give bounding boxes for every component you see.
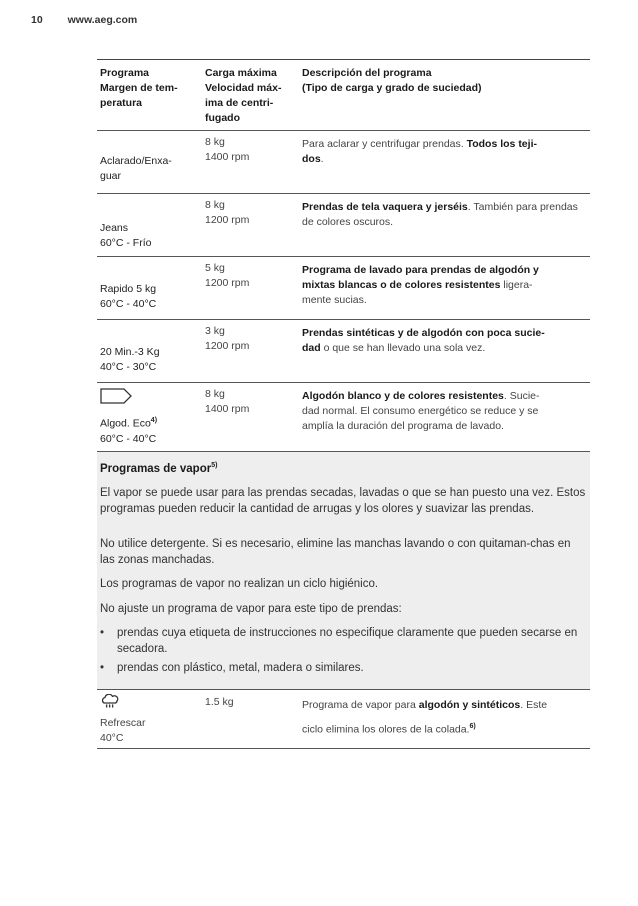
steam-paragraph: Los programas de vapor no realizan un ciclo higiénico. — [100, 578, 379, 591]
temperature-range: 60°C - 40°C — [100, 298, 157, 310]
max-load: 1.5 kg — [205, 695, 234, 708]
steam-title: Programas de vapor$^{5)}$ — [100, 462, 218, 475]
list-item: • prendas cuya etiqueta de instrucciones no especifique claramente que pueden secarse en secadora. — [100, 626, 587, 657]
program-description: Programa de vapor para algodón y sintéticos. Este ciclo elimina los olores de la colada.$^{6)}$ — [302, 698, 548, 736]
header-programa: Programa Margen de tem- peratura — [100, 67, 178, 109]
header-carga: Carga máxima Velocidad máx- ima de centri- fugado — [205, 67, 282, 124]
load-speed — [205, 261, 293, 291]
table-row — [97, 193, 590, 256]
table-row — [97, 689, 590, 749]
max-load: 8 kg — [205, 388, 225, 400]
load-speed — [205, 387, 293, 417]
header-descripcion: Descripción del programa (Tipo de carga y grado de suciedad) — [302, 67, 482, 94]
eco-tag-icon — [100, 388, 132, 409]
temperature-range: 60°C - Frío — [100, 237, 152, 249]
program-name: Algod. Eco$^{4)}$ 60°C - 40°C — [100, 388, 197, 447]
steam-paragraph: No ajuste un programa de vapor para este tipo de prendas: — [100, 602, 402, 615]
table-header-row — [97, 59, 590, 130]
load-speed — [205, 198, 293, 228]
program-description: Prendas de tela vaquera y jerséis. También para prendas de colores oscuros. — [302, 201, 578, 228]
program-description: Programa de lavado para prendas de algodón y mixtas blancas o de colores resistentes ligera- mente sucias. — [302, 264, 539, 306]
spin-speed: 1200 rpm — [205, 214, 250, 226]
steam-cloud-icon — [100, 694, 120, 715]
spin-speed: 1200 rpm — [205, 340, 250, 352]
steam-bullet-list — [100, 626, 587, 677]
table-row — [97, 319, 590, 382]
load-speed — [205, 135, 293, 165]
max-load: 5 kg — [205, 262, 225, 274]
max-load: 3 kg — [205, 325, 225, 337]
temperature-range: 40°C — [100, 731, 124, 744]
table-row — [97, 256, 590, 319]
temperature-range: 40°C - 30°C — [100, 361, 157, 373]
program-table — [97, 59, 590, 749]
page-number: 10 — [31, 14, 43, 26]
program-description: Para aclarar y centrifugar prendas. Todos los teji- dos. — [302, 138, 537, 165]
program-name: 20 Min.-3 Kg 40°C - 30°C — [100, 345, 197, 375]
spin-speed: 1400 rpm — [205, 403, 250, 415]
max-load: 8 kg — [205, 199, 225, 211]
spin-speed: 1400 rpm — [205, 151, 250, 163]
website-link[interactable]: www.aeg.com — [67, 14, 138, 26]
spin-speed: 1200 rpm — [205, 277, 250, 289]
steam-info-block — [97, 451, 590, 689]
list-item: • prendas con plástico, metal, madera o similares. — [100, 661, 587, 677]
page-header — [31, 14, 137, 26]
program-name: Jeans 60°C - Frío — [100, 221, 197, 251]
max-load: 8 kg — [205, 136, 225, 148]
program-description: Algodón blanco y de colores resistentes. Sucie- dad normal. El consumo energético se reduce y se amplía la duración del programa de lavado. — [302, 390, 540, 432]
steam-paragraph: El vapor se puede usar para las prendas secadas, lavadas o que se han puesto una vez. Estos programas pueden reducir la cantidad de arrugas y los olores y suavizar las prendas. — [100, 487, 586, 515]
table-row — [97, 382, 590, 451]
table-row — [97, 130, 590, 193]
program-name: Aclarado/Enxa- guar — [100, 155, 172, 182]
program-name: Refrescar 40°C — [100, 694, 197, 746]
load-speed — [205, 324, 293, 354]
program-description: Prendas sintéticas y de algodón con poca sucie- dad o que se han llevado una sola vez. — [302, 327, 545, 354]
program-name: Rapido 5 kg 60°C - 40°C — [100, 282, 197, 312]
steam-paragraph: No utilice detergente. Si es necesario, elimine las manchas lavando o con quitaman-chas en las zonas manchadas. — [100, 538, 571, 566]
temperature-range: 60°C - 40°C — [100, 432, 157, 445]
